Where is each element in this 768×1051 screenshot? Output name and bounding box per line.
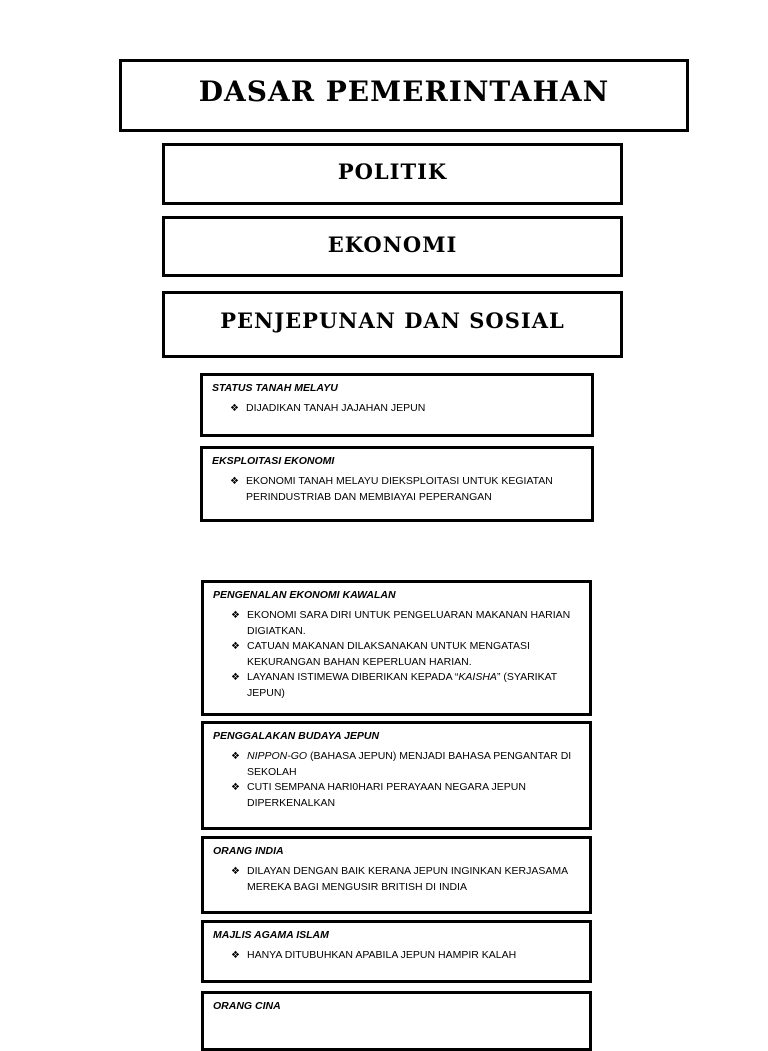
section-orang-cina [201, 991, 592, 1051]
diamond-bullet-icon: ❖ [231, 641, 240, 652]
section-title: PENGGALAKAN BUDAYA JEPUN [213, 730, 380, 742]
list-item-text: HANYA DITUBUHKAN APABILA JEPUN HAMPIR KALAH [247, 949, 517, 961]
politik-label: POLITIK [337, 159, 448, 184]
list-item [231, 608, 581, 639]
diamond-bullet-icon: ❖ [231, 672, 240, 683]
list-item [231, 639, 581, 670]
main-title: DASAR PEMERINTAHAN [198, 75, 610, 108]
bullet-list [212, 401, 583, 417]
diamond-bullet-icon: ❖ [230, 403, 239, 414]
diamond-bullet-icon: ❖ [231, 782, 240, 793]
bullet-list [213, 864, 581, 895]
diamond-bullet-icon: ❖ [231, 950, 240, 961]
ekonomi-label: EKONOMI [327, 232, 458, 257]
section-pengenalan-ekonomi-kawalan [201, 580, 592, 716]
list-item [230, 401, 583, 417]
penjepunan-sosial-label: PENJEPUNAN DAN SOSIAL [220, 308, 565, 333]
list-item-text: CATUAN MAKANAN DILAKSANAKAN UNTUK MENGATASI KEKURANGAN BAHAN KEPERLUAN HARIAN. [247, 640, 530, 668]
section-title: PENGENALAN EKONOMI KAWALAN [213, 589, 396, 601]
bullet-list [213, 948, 581, 964]
diamond-bullet-icon: ❖ [230, 476, 239, 487]
section-orang-india [201, 836, 592, 914]
bullet-list [213, 749, 581, 811]
diamond-bullet-icon: ❖ [231, 610, 240, 621]
diamond-bullet-icon: ❖ [231, 751, 240, 762]
section-majlis-agama-islam [201, 920, 592, 983]
list-item [231, 780, 581, 811]
list-item-italic-term: NIPPON-GO [247, 750, 308, 762]
list-item-text: DILAYAN DENGAN BAIK KERANA JEPUN INGINKAN KERJASAMA MEREKA BAGI MENGUSIR BRITISH DI INDIA [247, 865, 568, 893]
list-item [231, 749, 581, 780]
section-status-tanah-melayu [200, 373, 594, 437]
list-item [231, 670, 581, 701]
section-eksploitasi-ekonomi [200, 446, 594, 522]
diamond-bullet-icon: ❖ [231, 866, 240, 877]
list-item-text: EKONOMI TANAH MELAYU DIEKSPLOITASI UNTUK KEGIATAN PERINDUSTRIAB DAN MEMBIAYAI PEPERANGAN [246, 475, 553, 503]
list-item-text: DIJADIKAN TANAH JAJAHAN JEPUN [246, 402, 426, 414]
main-title-box [119, 59, 689, 132]
ekonomi-box [162, 216, 623, 277]
list-item [231, 864, 581, 895]
section-title: EKSPLOITASI EKONOMI [212, 455, 335, 467]
list-item-text: EKONOMI SARA DIRI UNTUK PENGELUARAN MAKANAN HARIAN DIGIATKAN. [247, 609, 571, 637]
list-item-text: LAYANAN ISTIMEWA DIBERIKAN KEPADA “ [247, 671, 459, 683]
section-title: ORANG INDIA [213, 845, 284, 857]
section-title: STATUS TANAH MELAYU [212, 382, 338, 394]
penjepunan-sosial-box [162, 291, 623, 358]
list-item-italic-term: KAISHA [458, 671, 497, 683]
list-item-text: CUTI SEMPANA HARI0HARI PERAYAAN NEGARA JEPUN DIPERKENALKAN [247, 781, 526, 809]
section-title: MAJLIS AGAMA ISLAM [213, 929, 329, 941]
list-item-text: ” (SYARIKAT JEPUN) [247, 671, 558, 699]
list-item [231, 948, 581, 964]
list-item [230, 474, 583, 505]
politik-box [162, 143, 623, 205]
bullet-list [212, 474, 583, 505]
section-penggalakan-budaya-jepun [201, 721, 592, 830]
bullet-list [213, 608, 581, 701]
list-item-text: (BAHASA JEPUN) MENJADI BAHASA PENGANTAR DI SEKOLAH [247, 750, 572, 778]
section-title: ORANG CINA [213, 1000, 281, 1012]
